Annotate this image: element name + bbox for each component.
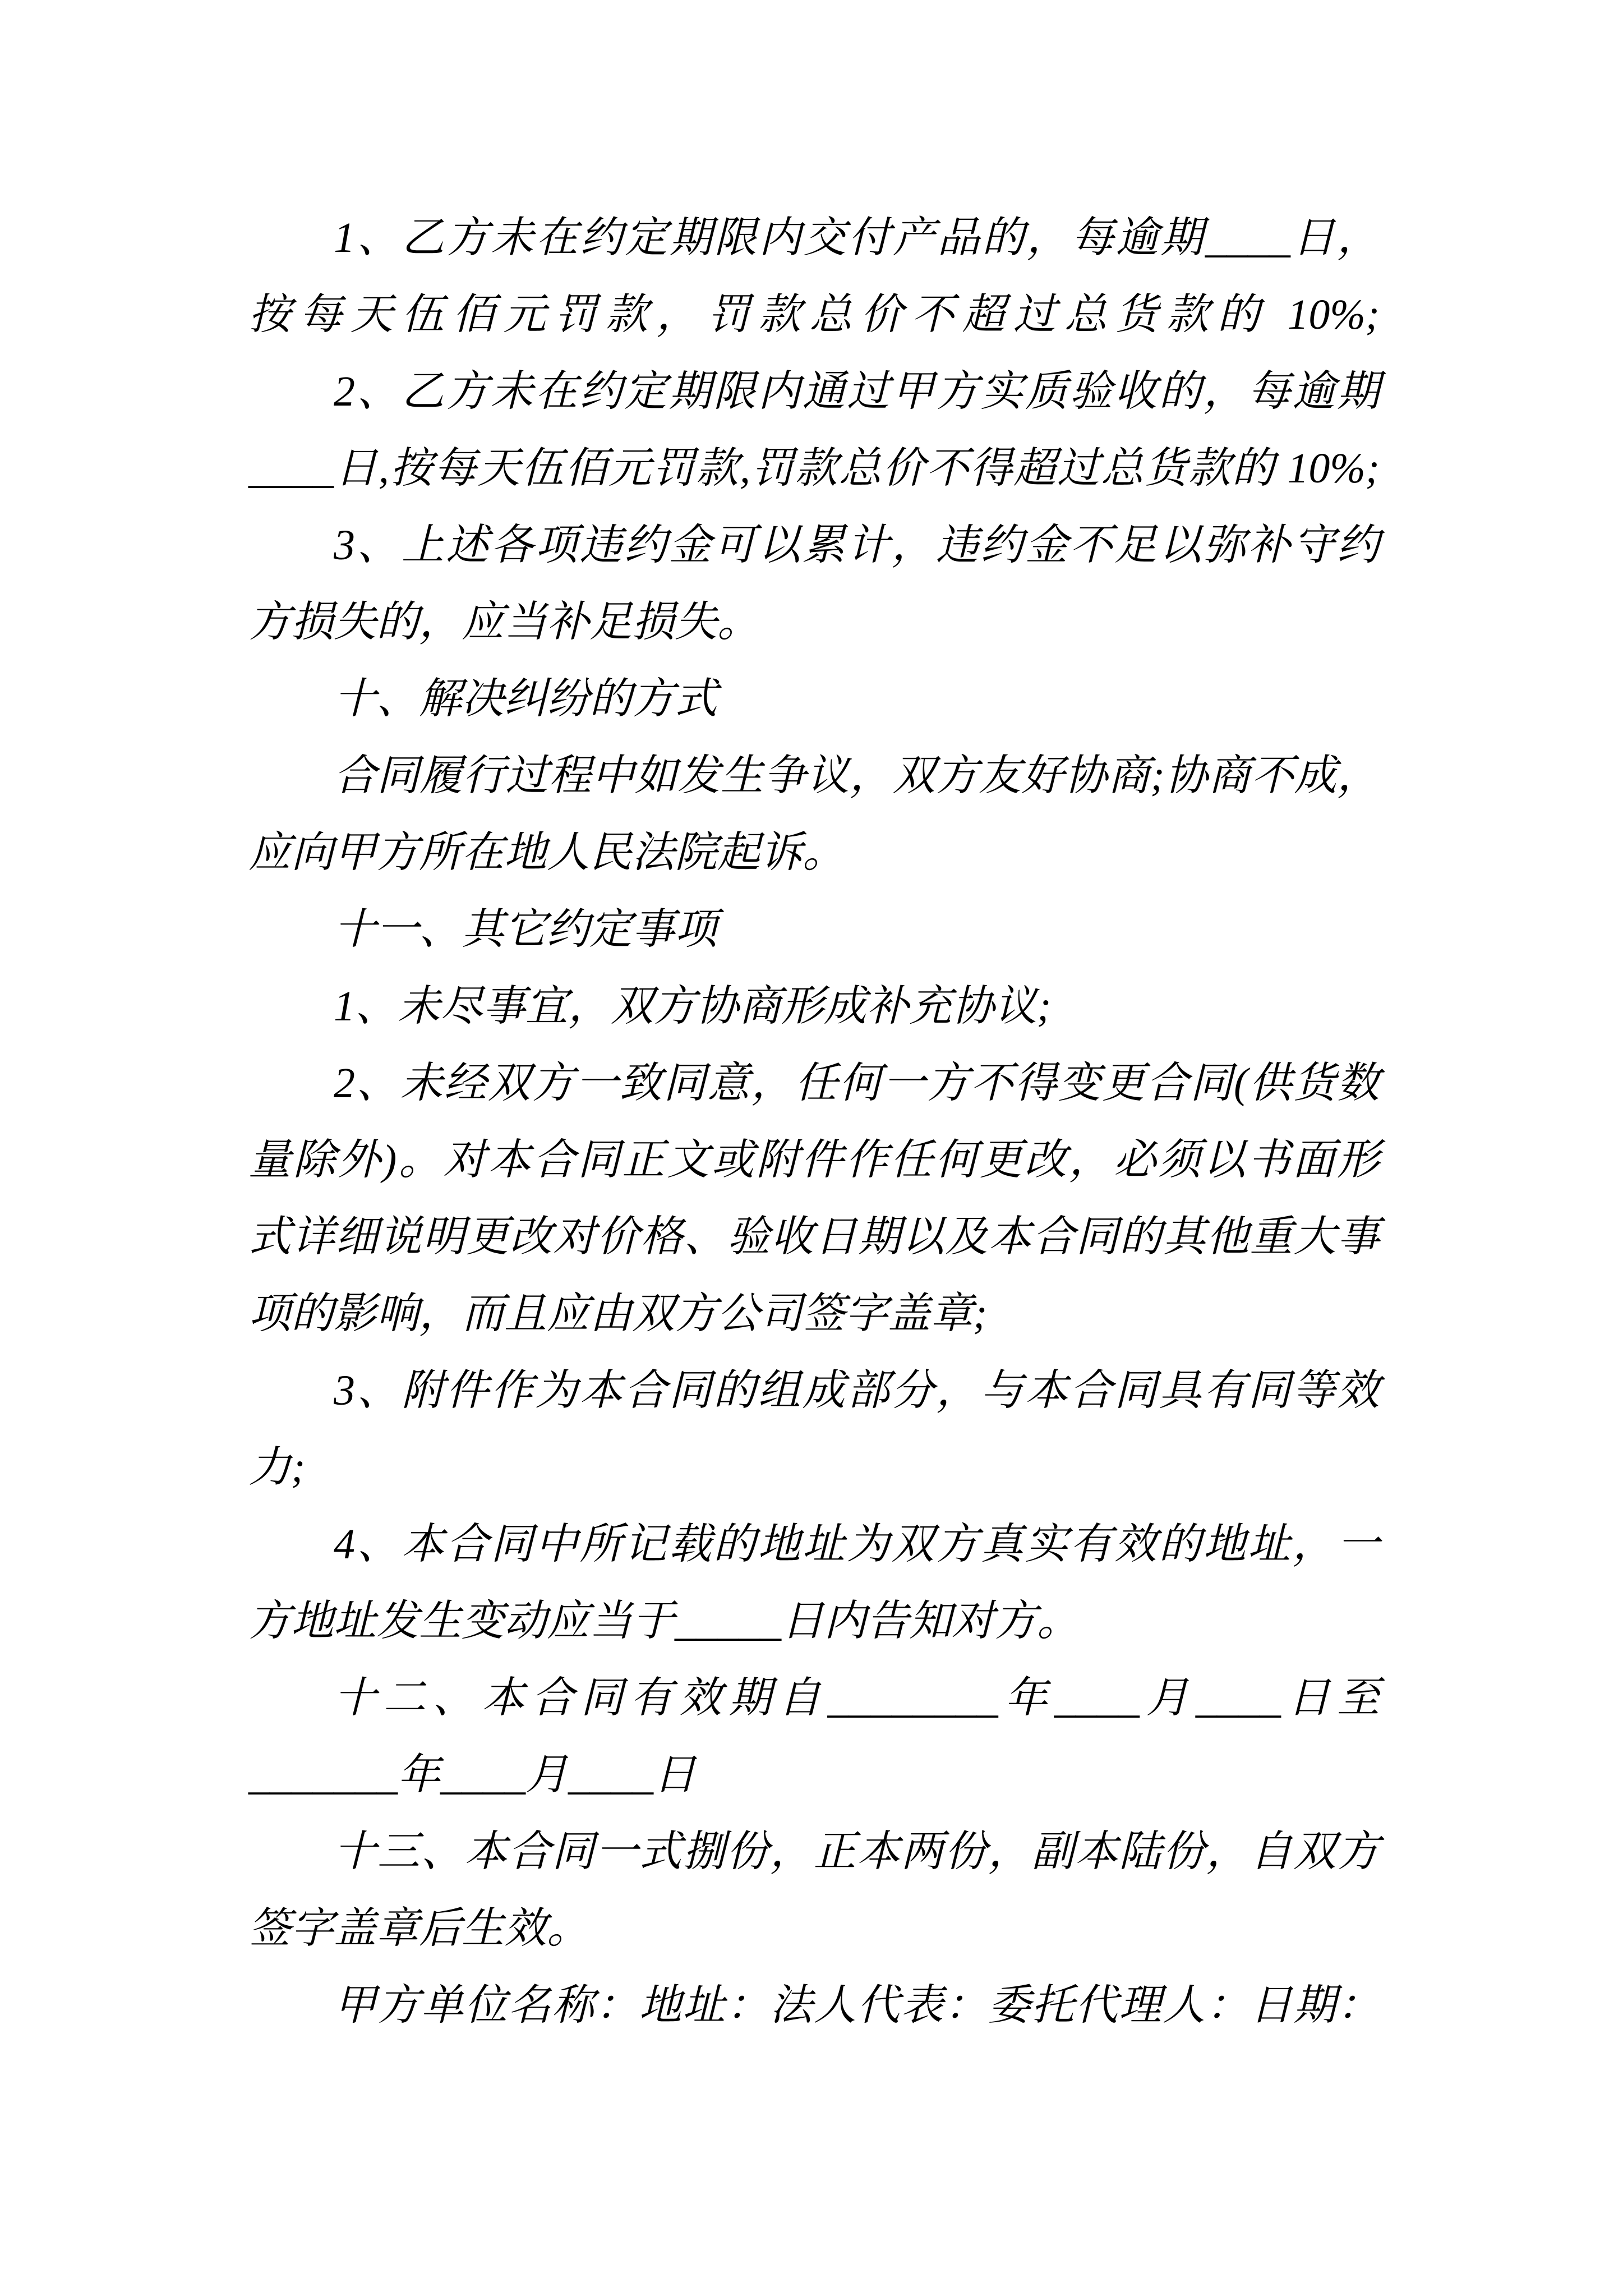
text-line-15: 项的影响，而且应由双方公司签字盖章; bbox=[248, 1290, 988, 1337]
document-content bbox=[248, 200, 1380, 2044]
text-line-3: 2、乙方未在约定期限内通过甲方实质验收的，每逾期 bbox=[334, 368, 1380, 415]
text-line-2: 按每天伍佰元罚款，罚款总价不超过总货款的 10%; bbox=[248, 291, 1380, 338]
text-line-14: 式详细说明更改对价格、验收日期以及本合同的其他重大事 bbox=[248, 1213, 1380, 1260]
text-line-10: 十一、其它约定事项 bbox=[334, 906, 717, 953]
text-line-22: 十三、本合同一式捌份，正本两份，副本陆份，自双方 bbox=[334, 1828, 1380, 1875]
text-line-21: _______年____月____日 bbox=[248, 1751, 696, 1798]
text-line-11: 1、未尽事宜，双方协商形成补充协议; bbox=[334, 983, 1052, 1030]
text-line-12: 2、未经双方一致同意，任何一方不得变更合同(供货数 bbox=[334, 1060, 1380, 1107]
text-line-24: 甲方单位名称：地址：法人代表：委托代理人：日期： bbox=[334, 1982, 1380, 2029]
text-line-18: 4、本合同中所记载的地址为双方真实有效的地址，一 bbox=[334, 1521, 1380, 1568]
text-line-23: 签字盖章后生效。 bbox=[248, 1905, 589, 1952]
text-line-8: 合同履行过程中如发生争议，双方友好协商;协商不成， bbox=[334, 752, 1380, 799]
text-line-1: 1、乙方未在约定期限内交付产品的，每逾期____日， bbox=[334, 214, 1380, 261]
text-line-19: 方地址发生变动应当于_____日内告知对方。 bbox=[248, 1598, 1080, 1645]
text-line-13: 量除外)。对本合同正文或附件作任何更改，必须以书面形 bbox=[248, 1137, 1380, 1184]
text-line-16: 3、附件作为本合同的组成部分，与本合同具有同等效 bbox=[334, 1367, 1380, 1414]
text-line-17: 力; bbox=[248, 1444, 306, 1491]
text-line-5: 3、上述各项违约金可以累计，违约金不足以弥补守约 bbox=[334, 522, 1380, 569]
text-line-20: 十二、本合同有效期自________年____月____日至 bbox=[334, 1674, 1380, 1722]
text-line-4: ____日,按每天伍佰元罚款,罚款总价不得超过总货款的 10%; bbox=[248, 445, 1380, 492]
text-line-9: 应向甲方所在地人民法院起诉。 bbox=[248, 829, 845, 876]
text-line-7: 十、解决纠纷的方式 bbox=[334, 675, 717, 723]
text-line-6: 方损失的，应当补足损失。 bbox=[248, 599, 760, 646]
